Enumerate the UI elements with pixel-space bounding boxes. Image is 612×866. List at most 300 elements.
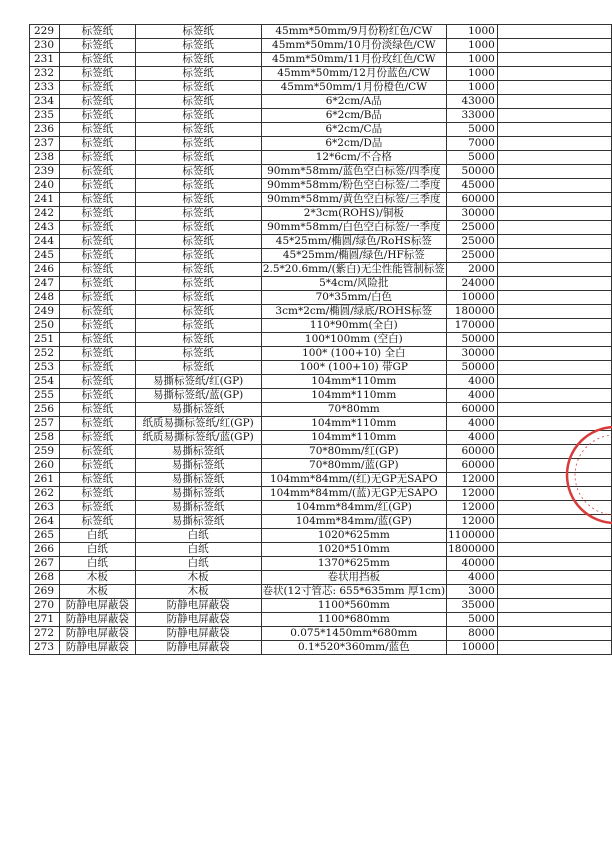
quantity-cell: 8000 (447, 627, 498, 641)
table-row (30, 137, 612, 151)
quantity-cell: 60000 (447, 403, 498, 417)
table-row (30, 571, 612, 585)
item-name-cell: 白纸 (135, 557, 261, 571)
table-row (30, 375, 612, 389)
quantity-cell: 5000 (447, 613, 498, 627)
table-row (30, 459, 612, 473)
quantity-cell: 1000 (447, 25, 498, 39)
quantity-cell: 7000 (447, 137, 498, 151)
specification-cell: 5*4cm/风险批 (261, 277, 447, 291)
item-name-cell: 木板 (135, 571, 261, 585)
quantity-cell: 4000 (447, 417, 498, 431)
specification-cell: 1020*510mm (261, 543, 447, 557)
specification-cell: 1370*625mm (261, 557, 447, 571)
company-seal (560, 420, 612, 530)
specification-cell: 90mm*58mm/白色空白标签/一季度 (261, 221, 447, 235)
category-cell: 防静电屏蔽袋 (59, 599, 135, 613)
item-name-cell: 标签纸 (135, 123, 261, 137)
empty-cell (497, 403, 611, 417)
item-name-cell: 防静电屏蔽袋 (135, 613, 261, 627)
empty-cell (497, 585, 611, 599)
quantity-cell: 12000 (447, 501, 498, 515)
table-row (30, 291, 612, 305)
row-number: 238 (30, 151, 60, 165)
table-row (30, 235, 612, 249)
category-cell: 标签纸 (59, 95, 135, 109)
quantity-cell: 12000 (447, 515, 498, 529)
item-name-cell: 标签纸 (135, 263, 261, 277)
item-name-cell: 纸质易撕标签纸/红(GP) (135, 417, 261, 431)
category-cell: 标签纸 (59, 81, 135, 95)
quantity-cell: 60000 (447, 193, 498, 207)
empty-cell (497, 571, 611, 585)
quantity-cell: 4000 (447, 571, 498, 585)
empty-cell (497, 529, 611, 543)
quantity-cell: 60000 (447, 459, 498, 473)
empty-cell (497, 389, 611, 403)
category-cell: 防静电屏蔽袋 (59, 627, 135, 641)
quantity-cell: 30000 (447, 347, 498, 361)
row-number: 258 (30, 431, 60, 445)
empty-cell (497, 375, 611, 389)
item-name-cell: 标签纸 (135, 67, 261, 81)
category-cell: 标签纸 (59, 487, 135, 501)
specification-cell: 90mm*58mm/蓝色空白标签/四季度 (261, 165, 447, 179)
table-row (30, 361, 612, 375)
category-cell: 标签纸 (59, 319, 135, 333)
specification-cell: 45*25mm/椭圆/绿色/HF标签 (261, 249, 447, 263)
table-row (30, 109, 612, 123)
category-cell: 标签纸 (59, 431, 135, 445)
category-cell: 标签纸 (59, 193, 135, 207)
inventory-table-body (30, 25, 612, 655)
row-number: 247 (30, 277, 60, 291)
table-row (30, 179, 612, 193)
quantity-cell: 10000 (447, 641, 498, 655)
specification-cell: 45mm*50mm/11月份玫红色/CW (261, 53, 447, 67)
empty-cell (497, 627, 611, 641)
quantity-cell: 33000 (447, 109, 498, 123)
empty-cell (497, 305, 611, 319)
quantity-cell: 4000 (447, 375, 498, 389)
item-name-cell: 标签纸 (135, 347, 261, 361)
category-cell: 标签纸 (59, 417, 135, 431)
quantity-cell: 180000 (447, 305, 498, 319)
specification-cell: 70*80mm/红(GP) (261, 445, 447, 459)
empty-cell (497, 221, 611, 235)
row-number: 262 (30, 487, 60, 501)
category-cell: 标签纸 (59, 361, 135, 375)
empty-cell (497, 151, 611, 165)
row-number: 268 (30, 571, 60, 585)
empty-cell (497, 249, 611, 263)
row-number: 259 (30, 445, 60, 459)
table-row (30, 445, 612, 459)
quantity-cell: 4000 (447, 389, 498, 403)
specification-cell: 70*80mm/蓝(GP) (261, 459, 447, 473)
table-row (30, 347, 612, 361)
category-cell: 标签纸 (59, 137, 135, 151)
table-row (30, 193, 612, 207)
table-row (30, 529, 612, 543)
specification-cell: 卷状用挡板 (261, 571, 447, 585)
quantity-cell: 25000 (447, 221, 498, 235)
category-cell: 标签纸 (59, 389, 135, 403)
item-name-cell: 易撕标签纸 (135, 501, 261, 515)
row-number: 255 (30, 389, 60, 403)
row-number: 251 (30, 333, 60, 347)
table-row (30, 165, 612, 179)
quantity-cell: 40000 (447, 557, 498, 571)
row-number: 243 (30, 221, 60, 235)
empty-cell (497, 319, 611, 333)
table-row (30, 249, 612, 263)
seal-inner-ring (575, 435, 612, 515)
empty-cell (497, 123, 611, 137)
row-number: 230 (30, 39, 60, 53)
specification-cell: 6*2cm/C品 (261, 123, 447, 137)
specification-cell: 104mm*110mm (261, 431, 447, 445)
empty-cell (497, 207, 611, 221)
category-cell: 标签纸 (59, 277, 135, 291)
item-name-cell: 标签纸 (135, 25, 261, 39)
table-row (30, 403, 612, 417)
category-cell: 标签纸 (59, 67, 135, 81)
category-cell: 标签纸 (59, 151, 135, 165)
specification-cell: 104mm*84mm/红(GP) (261, 501, 447, 515)
row-number: 236 (30, 123, 60, 137)
category-cell: 标签纸 (59, 291, 135, 305)
specification-cell: 104mm*84mm/(红)无GP无SAPO (261, 473, 447, 487)
row-number: 250 (30, 319, 60, 333)
row-number: 233 (30, 81, 60, 95)
table-row (30, 333, 612, 347)
quantity-cell: 30000 (447, 207, 498, 221)
specification-cell: 45mm*50mm/12月份蓝色/CW (261, 67, 447, 81)
empty-cell (497, 333, 611, 347)
quantity-cell: 25000 (447, 235, 498, 249)
item-name-cell: 易撕标签纸/红(GP) (135, 375, 261, 389)
item-name-cell: 标签纸 (135, 39, 261, 53)
item-name-cell: 标签纸 (135, 137, 261, 151)
item-name-cell: 易撕标签纸/蓝(GP) (135, 389, 261, 403)
table-row (30, 305, 612, 319)
category-cell: 标签纸 (59, 179, 135, 193)
quantity-cell: 170000 (447, 319, 498, 333)
specification-cell: 90mm*58mm/粉色空白标签/二季度 (261, 179, 447, 193)
empty-cell (497, 613, 611, 627)
table-row (30, 319, 612, 333)
row-number: 231 (30, 53, 60, 67)
empty-cell (497, 81, 611, 95)
specification-cell: 0.075*1450mm*680mm (261, 627, 447, 641)
quantity-cell: 60000 (447, 445, 498, 459)
table-row (30, 501, 612, 515)
category-cell: 防静电屏蔽袋 (59, 641, 135, 655)
specification-cell: 1020*625mm (261, 529, 447, 543)
quantity-cell: 5000 (447, 123, 498, 137)
item-name-cell: 标签纸 (135, 235, 261, 249)
specification-cell: 0.1*520*360mm/蓝色 (261, 641, 447, 655)
category-cell: 标签纸 (59, 53, 135, 67)
quantity-cell: 4000 (447, 431, 498, 445)
item-name-cell: 易撕标签纸 (135, 403, 261, 417)
specification-cell: 100*100mm (空白) (261, 333, 447, 347)
item-name-cell: 白纸 (135, 529, 261, 543)
row-number: 237 (30, 137, 60, 151)
specification-cell: 卷状(12寸管芯: 655*635mm 厚1cm) (262, 585, 446, 597)
item-name-cell: 防静电屏蔽袋 (135, 627, 261, 641)
empty-cell (497, 25, 611, 39)
specification-cell: 6*2cm/B品 (261, 109, 447, 123)
category-cell: 标签纸 (59, 459, 135, 473)
item-name-cell: 标签纸 (135, 179, 261, 193)
table-row (30, 53, 612, 67)
quantity-cell: 12000 (447, 473, 498, 487)
specification-cell: 45mm*50mm/9月份粉红色/CW (261, 25, 447, 39)
table-row (30, 557, 612, 571)
specification-cell: 104mm*110mm (261, 417, 447, 431)
item-name-cell: 易撕标签纸 (135, 473, 261, 487)
specification-cell: 70*80mm (261, 403, 447, 417)
empty-cell (497, 599, 611, 613)
empty-cell (497, 263, 611, 277)
item-name-cell: 标签纸 (135, 95, 261, 109)
item-name-cell: 标签纸 (135, 277, 261, 291)
item-name-cell: 标签纸 (135, 249, 261, 263)
item-name-cell: 标签纸 (135, 109, 261, 123)
category-cell: 标签纸 (59, 375, 135, 389)
row-number: 265 (30, 529, 60, 543)
row-number: 234 (30, 95, 60, 109)
table-row (30, 123, 612, 137)
quantity-cell: 50000 (447, 165, 498, 179)
table-row (30, 613, 612, 627)
category-cell: 标签纸 (59, 109, 135, 123)
quantity-cell: 2000 (447, 263, 498, 277)
specification-cell: 104mm*110mm (261, 375, 447, 389)
table-row (30, 599, 612, 613)
row-number: 245 (30, 249, 60, 263)
quantity-cell: 1800000 (447, 543, 498, 557)
empty-cell (497, 361, 611, 375)
row-number: 270 (30, 599, 60, 613)
category-cell: 标签纸 (59, 235, 135, 249)
empty-cell (497, 193, 611, 207)
row-number: 246 (30, 263, 60, 277)
row-number: 229 (30, 25, 60, 39)
quantity-cell: 1000 (447, 81, 498, 95)
category-cell: 白纸 (59, 529, 135, 543)
quantity-cell: 24000 (447, 277, 498, 291)
item-name-cell: 防静电屏蔽袋 (135, 599, 261, 613)
item-name-cell: 易撕标签纸 (135, 459, 261, 473)
item-name-cell: 标签纸 (135, 305, 261, 319)
quantity-cell: 1100000 (447, 529, 498, 543)
category-cell: 标签纸 (59, 501, 135, 515)
row-number: 261 (30, 473, 60, 487)
table-row (30, 263, 612, 277)
category-cell: 木板 (59, 571, 135, 585)
item-name-cell: 标签纸 (135, 165, 261, 179)
table-row (30, 151, 612, 165)
specification-cell: 100* (100+10) 带GP (261, 361, 447, 375)
empty-cell (497, 235, 611, 249)
table-row (30, 67, 612, 81)
row-number: 256 (30, 403, 60, 417)
table-row (30, 431, 612, 445)
empty-cell (497, 291, 611, 305)
quantity-cell: 10000 (447, 291, 498, 305)
item-name-cell: 标签纸 (135, 333, 261, 347)
inventory-table (29, 24, 612, 655)
row-number: 235 (30, 109, 60, 123)
empty-cell (497, 277, 611, 291)
category-cell: 标签纸 (59, 263, 135, 277)
row-number: 232 (30, 67, 60, 81)
table-row (30, 585, 612, 599)
row-number: 260 (30, 459, 60, 473)
empty-cell (497, 95, 611, 109)
item-name-cell: 易撕标签纸 (135, 445, 261, 459)
category-cell: 标签纸 (59, 515, 135, 529)
item-name-cell: 标签纸 (135, 81, 261, 95)
quantity-cell: 3000 (447, 585, 498, 599)
item-name-cell: 纸质易撕标签纸/蓝(GP) (135, 431, 261, 445)
category-cell: 标签纸 (59, 473, 135, 487)
item-name-cell: 防静电屏蔽袋 (135, 641, 261, 655)
row-number: 266 (30, 543, 60, 557)
empty-cell (497, 109, 611, 123)
empty-cell (497, 165, 611, 179)
category-cell: 标签纸 (59, 207, 135, 221)
empty-cell (497, 137, 611, 151)
specification-cell: 104mm*84mm/蓝(GP) (261, 515, 447, 529)
table-row (30, 417, 612, 431)
quantity-cell: 45000 (447, 179, 498, 193)
category-cell: 标签纸 (59, 445, 135, 459)
row-number: 242 (30, 207, 60, 221)
quantity-cell: 43000 (447, 95, 498, 109)
row-number: 249 (30, 305, 60, 319)
specification-cell: 100* (100+10) 全白 (261, 347, 447, 361)
row-number: 252 (30, 347, 60, 361)
quantity-cell: 1000 (447, 67, 498, 81)
row-number: 244 (30, 235, 60, 249)
specification-cell: 45mm*50mm/1月份橙色/CW (261, 81, 447, 95)
empty-cell (497, 39, 611, 53)
specification-cell: 6*2cm/D品 (261, 137, 447, 151)
table-row (30, 207, 612, 221)
table-row (30, 473, 612, 487)
row-number: 239 (30, 165, 60, 179)
item-name-cell: 易撕标签纸 (135, 515, 261, 529)
category-cell: 白纸 (59, 543, 135, 557)
row-number: 272 (30, 627, 60, 641)
row-number: 257 (30, 417, 60, 431)
table-row (30, 81, 612, 95)
category-cell: 防静电屏蔽袋 (59, 613, 135, 627)
row-number: 273 (30, 641, 60, 655)
empty-cell (497, 543, 611, 557)
item-name-cell: 标签纸 (135, 361, 261, 375)
table-row (30, 487, 612, 501)
specification-cell: 90mm*58mm/黄色空白标签/三季度 (261, 193, 447, 207)
category-cell: 标签纸 (59, 39, 135, 53)
empty-cell (497, 179, 611, 193)
row-number: 253 (30, 361, 60, 375)
specification-cell: 104mm*110mm (261, 389, 447, 403)
specification-cell: 3cm*2cm/椭圆/绿底/ROHS标签 (261, 305, 447, 319)
item-name-cell: 标签纸 (135, 193, 261, 207)
row-number: 248 (30, 291, 60, 305)
specification-cell: 45mm*50mm/10月份淡绿色/CW (261, 39, 447, 53)
quantity-cell: 1000 (447, 39, 498, 53)
empty-cell (497, 53, 611, 67)
table-row (30, 25, 612, 39)
quantity-cell: 25000 (447, 249, 498, 263)
empty-cell (497, 67, 611, 81)
table-row (30, 389, 612, 403)
specification-cell: 6*2cm/A品 (261, 95, 447, 109)
category-cell: 标签纸 (59, 123, 135, 137)
specification-cell: 70*35mm/白色 (261, 291, 447, 305)
specification-cell: 2.5*20.6mm/(紫白)无尘性能管制标签 (262, 263, 445, 275)
table-row (30, 277, 612, 291)
category-cell: 标签纸 (59, 165, 135, 179)
specification-cell: 1100*680mm (261, 613, 447, 627)
item-name-cell: 标签纸 (135, 221, 261, 235)
item-name-cell: 标签纸 (135, 291, 261, 305)
empty-cell (497, 347, 611, 361)
specification-cell: 2*3cm(ROHS)/铜板 (261, 207, 447, 221)
item-name-cell: 木板 (135, 585, 261, 599)
item-name-cell: 标签纸 (135, 53, 261, 67)
table-row (30, 543, 612, 557)
table-row (30, 627, 612, 641)
category-cell: 标签纸 (59, 403, 135, 417)
table-row (30, 95, 612, 109)
category-cell: 标签纸 (59, 347, 135, 361)
category-cell: 标签纸 (59, 305, 135, 319)
item-name-cell: 标签纸 (135, 207, 261, 221)
row-number: 240 (30, 179, 60, 193)
item-name-cell: 易撕标签纸 (135, 487, 261, 501)
item-name-cell: 标签纸 (135, 319, 261, 333)
specification-cell: 45*25mm/椭圆/绿色/RoHS标签 (261, 235, 447, 249)
specification-cell: 104mm*84mm/(蓝)无GP无SAPO (261, 487, 447, 501)
table-row (30, 515, 612, 529)
category-cell: 标签纸 (59, 333, 135, 347)
table-row (30, 39, 612, 53)
empty-cell (497, 557, 611, 571)
quantity-cell: 35000 (447, 599, 498, 613)
category-cell: 标签纸 (59, 249, 135, 263)
quantity-cell: 50000 (447, 333, 498, 347)
specification-cell: 110*90mm(全白) (261, 319, 447, 333)
row-number: 271 (30, 613, 60, 627)
item-name-cell: 白纸 (135, 543, 261, 557)
row-number: 264 (30, 515, 60, 529)
row-number: 241 (30, 193, 60, 207)
quantity-cell: 1000 (447, 53, 498, 67)
specification-cell: 12*6cm/不合格 (261, 151, 447, 165)
row-number: 267 (30, 557, 60, 571)
category-cell: 木板 (59, 585, 135, 599)
quantity-cell: 5000 (447, 151, 498, 165)
empty-cell (497, 641, 611, 655)
row-number: 269 (30, 585, 60, 599)
